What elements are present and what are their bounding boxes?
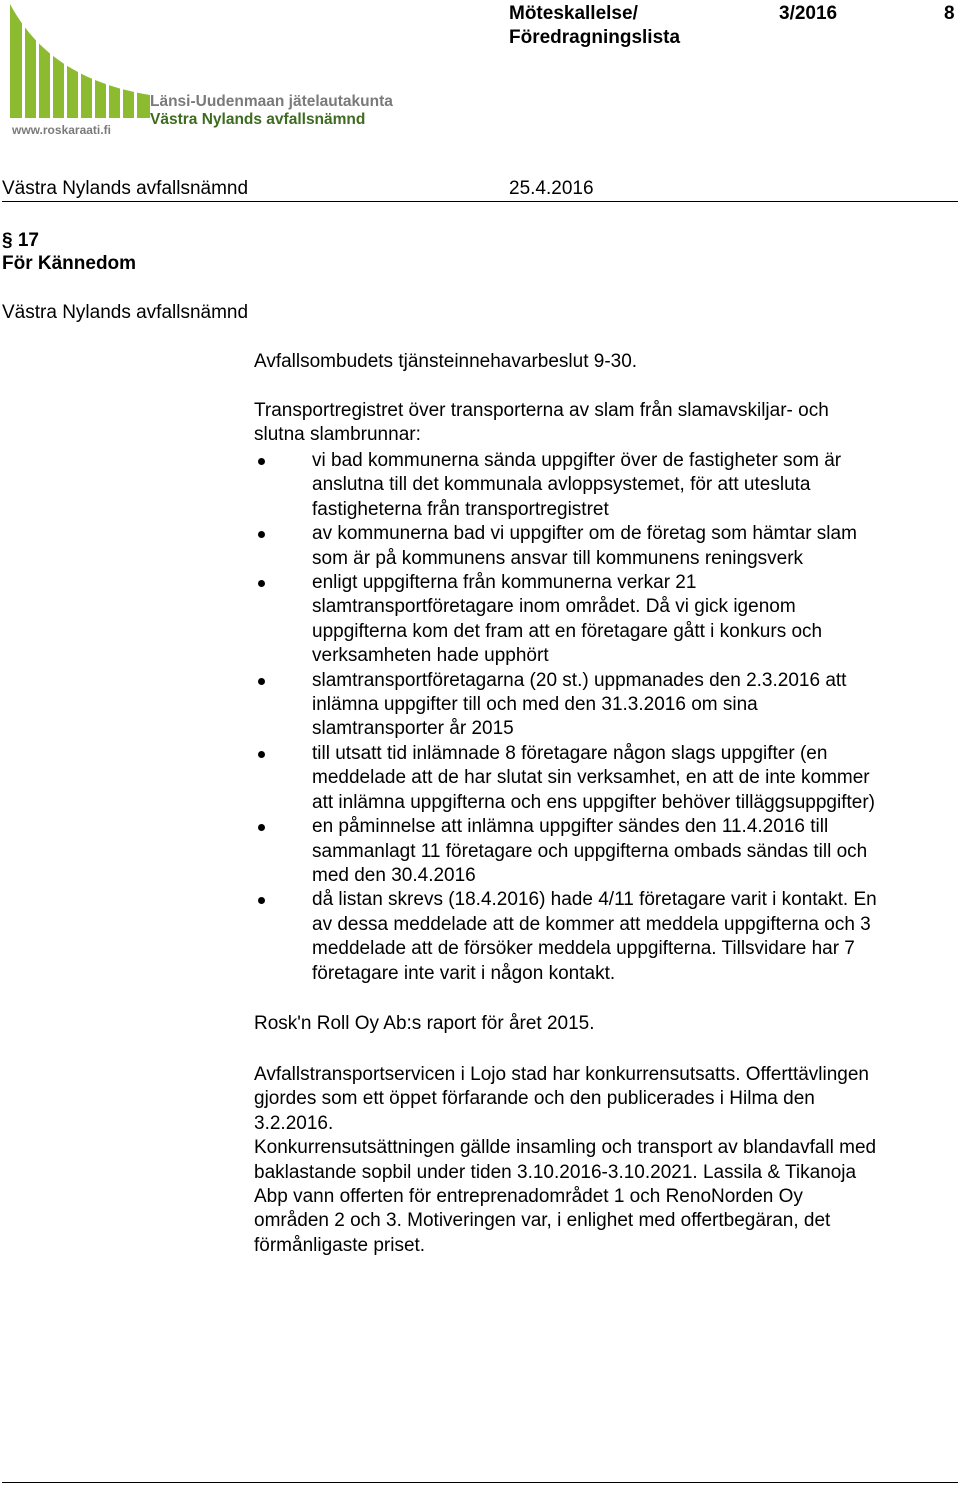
logo-graphic [0,0,420,145]
logo-stripe [50,0,53,120]
list-item-text: enligt uppgifterna från kommunerna verkar 21 slamtransportföretagare inom området. Då vi gick igenom uppgifterna kom det fram att en företagare gått i konkurs och verksamheten hade upphört [312,572,823,667]
bullet-icon [258,678,265,685]
logo-stripe [78,0,81,120]
list-item [254,742,877,815]
section-title: För Kännedom [2,253,137,274]
list-item-text: då listan skrevs (18.4.2016) hade 4/11 företagare varit i kontakt. En av dessa meddelade att de kommer att meddela uppgifterna och 3 meddelade att de försöker meddela uppgifterna. Tillsvidare har 7 företagare inte varit i någon kontakt. [312,889,877,984]
header-organization: Västra Nylands avfallsnämnd [2,178,249,199]
list-item [254,571,877,669]
list-item [254,888,877,986]
report-line: Rosk'n Roll Oy Ab:s raport för året 2015. [254,1013,595,1034]
document-type: Möteskallelse/ Föredragningslista [509,3,681,48]
decision-line: Avfallsombudets tjänsteinnehavarbeslut 9-30. [254,351,638,372]
logo-stripe [64,0,67,120]
list-item-text: slamtransportföretagarna (20 st.) uppmanades den 2.3.2016 att inlämna uppgifter till och med den 31.3.2016 om sina slamtransporter år 2015 [312,669,847,740]
bullet-icon [258,751,265,758]
bullet-icon [258,824,265,831]
list-item [254,522,877,571]
list-item-text: av kommunerna bad vi uppgifter om de företag som hämtar slam som är på kommunens ansvar till kommunens reningsverk [312,523,857,569]
bullet-icon [258,531,265,538]
logo-stripe [106,0,109,120]
bullet-icon [258,580,265,587]
section-organization: Västra Nylands avfallsnämnd [2,302,249,323]
logo-stripe [120,0,123,120]
meeting-number: 3/2016 [779,3,838,24]
list-item-text: till utsatt tid inlämnade 8 företagare någon slags uppgifter (en meddelade att de har slutat sin verksamhet, en att de inte kommer att inlämna uppgifterna och ens uppgifter behöver tilläggsuppgifter) [312,742,875,813]
section-number: § 17 [2,230,39,251]
bullet-icon [258,897,265,904]
logo-url: www.roskaraati.fi [12,123,111,137]
bullet-list [254,449,877,986]
logo-stripe [22,0,25,120]
list-item-text: en påminnelse att inlämna uppgifter sändes den 11.4.2016 till sammanlagt 11 företagare och uppgifterna ombads sändas till och med den 30.4.2016 [312,816,868,886]
list-item [254,669,877,742]
tender-paragraph: Avfallstransportservicen i Lojo stad har konkurrensutsatts. Offerttävlingen gjordes som ett öppet förfarande och den publicerades i Hilma den 3.2.2016. Konkurrensutsättningen gällde insamling och transport av blandavfall med baklastande sopbil under tiden 3.10.2016-3.10.2021. Lassila & Tikanoja Abp vann offerten för entreprenadområdet 1 och RenoNorden Oy områden 2 och 3. Motiveringen var, i enlighet med offertbegäran, det förmånligaste priset. [254,1064,877,1256]
logo-text-finnish: Länsi-Uudenmaan jätelautakunta [150,93,393,110]
page-number: 8 [944,3,955,24]
header-date: 25.4.2016 [509,178,594,199]
logo-stripe [36,0,39,120]
list-item [254,449,877,522]
logo-text-swedish: Västra Nylands avfallsnämnd [150,111,366,128]
logo-bars [10,0,150,120]
logo-stripe [134,0,137,120]
intro-paragraph: Transportregistret över transporterna av slam från slamavskiljar- och slutna slambrunnar: [254,400,829,446]
list-item-text: vi bad kommunerna sända uppgifter över de fastigheter som är anslutna till det kommunala avloppsystemet, för att utesluta fastigheterna från transportregistret [312,450,842,520]
header-divider [2,201,958,202]
list-item [254,815,877,888]
organization-logo [0,0,420,145]
logo-stripe [92,0,95,120]
footer-divider [2,1482,958,1483]
bullet-icon [258,458,265,465]
